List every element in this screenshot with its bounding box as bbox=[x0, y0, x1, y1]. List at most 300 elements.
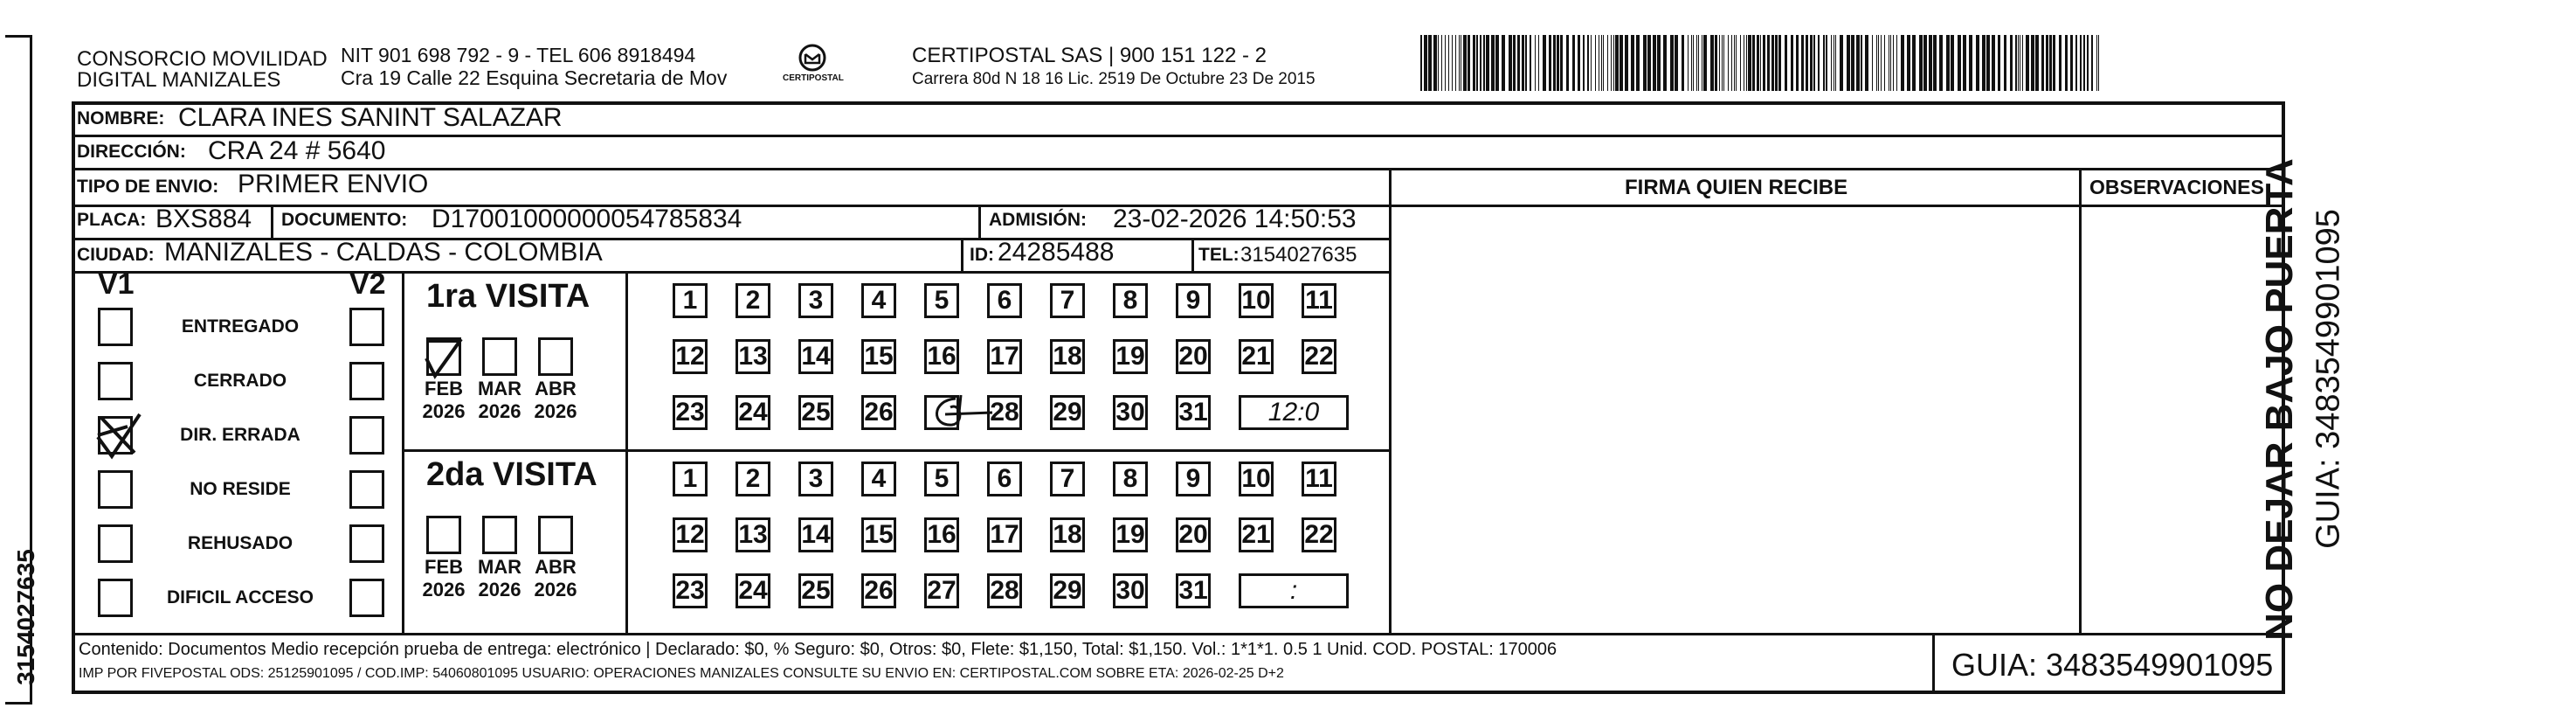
month-label: ABR bbox=[535, 378, 577, 399]
visit1-day-box[interactable]: 19 bbox=[1113, 339, 1148, 374]
visit1-title: 1ra VISITA bbox=[426, 278, 590, 315]
barcode-bar bbox=[1881, 35, 1882, 91]
barcode-bar bbox=[1763, 35, 1765, 91]
visit1-day-box[interactable]: 13 bbox=[736, 339, 770, 374]
barcode-bar bbox=[1710, 35, 1714, 91]
visit1-day-box[interactable]: 8 bbox=[1113, 283, 1148, 318]
barcode-bar bbox=[1976, 35, 1979, 91]
barcode-bar bbox=[1748, 35, 1751, 91]
barcode bbox=[1420, 35, 2110, 91]
barcode-bar bbox=[2035, 35, 2039, 91]
v2-checkbox[interactable] bbox=[349, 308, 384, 346]
row-line bbox=[72, 271, 1391, 274]
barcode-bar bbox=[1682, 35, 1684, 91]
barcode-bar bbox=[1445, 35, 1446, 91]
visit1-day-box[interactable]: 16 bbox=[924, 339, 959, 374]
v2-checkbox[interactable] bbox=[349, 362, 384, 400]
barcode-bar bbox=[2046, 35, 2048, 91]
barcode-bar bbox=[1907, 35, 1910, 91]
visit2-month-checkbox[interactable] bbox=[482, 516, 517, 554]
barcode-bar bbox=[1810, 35, 1813, 91]
barcode-bar bbox=[1775, 35, 1778, 91]
barcode-bar bbox=[1731, 35, 1732, 91]
city-label: CIUDAD: bbox=[77, 245, 155, 265]
barcode-bar bbox=[2070, 35, 2073, 91]
visit1-day-box[interactable]: 14 bbox=[798, 339, 833, 374]
visit2-day-box[interactable]: 3 bbox=[798, 462, 833, 496]
visit1-day-box[interactable]: 20 bbox=[1176, 339, 1211, 374]
footer-content-line: Contenido: Documentos Medio recepción prueba de entrega: electrónico | Declarado: $0, % Seguro: $0, Otros: $0, Flete: $1,150, Total: $1,150. Vol.: 1*1*1. 0.5 1 Unid. COD. POSTAL: 170006 bbox=[79, 640, 1557, 659]
visit2-day-box[interactable]: 14 bbox=[798, 517, 833, 552]
barcode-bar bbox=[1543, 35, 1546, 91]
barcode-bar bbox=[1611, 35, 1612, 91]
visit1-month-checkbox[interactable] bbox=[538, 337, 573, 376]
month-label: ABR bbox=[535, 556, 577, 578]
year-label: 2026 bbox=[422, 400, 466, 422]
send-type-label: TIPO DE ENVIO: bbox=[77, 177, 219, 197]
barcode-bar bbox=[1663, 35, 1667, 91]
observations-column-header: OBSERVACIONES bbox=[2089, 176, 2264, 198]
row-line bbox=[72, 135, 2285, 137]
barcode-bar bbox=[1703, 35, 1707, 91]
status-label: ENTREGADO bbox=[181, 316, 300, 337]
barcode-bar bbox=[1998, 35, 2000, 91]
document-value: D17001000000054785834 bbox=[432, 205, 742, 233]
v2-checkbox[interactable] bbox=[349, 579, 384, 617]
barcode-bar bbox=[1896, 35, 1897, 91]
barcode-bar bbox=[1771, 35, 1774, 91]
barcode-bar bbox=[2022, 35, 2023, 91]
barcode-bar bbox=[1923, 35, 1927, 91]
barcode-bar bbox=[1734, 35, 1735, 91]
barcode-bar bbox=[1831, 35, 1832, 91]
barcode-bar bbox=[1448, 35, 1449, 91]
v2-checkbox[interactable] bbox=[349, 524, 384, 563]
barcode-bar bbox=[1878, 35, 1879, 91]
check-mark-icon bbox=[423, 332, 466, 384]
barcode-bar bbox=[1603, 35, 1604, 91]
visit2-day-box[interactable]: 20 bbox=[1176, 517, 1211, 552]
visit2-day-box[interactable]: 5 bbox=[924, 462, 959, 496]
visit2-day-box[interactable]: 13 bbox=[736, 517, 770, 552]
barcode-bar bbox=[1691, 35, 1692, 91]
barcode-bar bbox=[1553, 35, 1556, 91]
plate-value: BXS884 bbox=[155, 205, 252, 233]
visit1-month-checkbox[interactable] bbox=[482, 337, 517, 376]
barcode-bar bbox=[1572, 35, 1575, 91]
barcode-bar bbox=[1560, 35, 1563, 91]
v1-header: V1 bbox=[98, 267, 135, 301]
visit2-day-box[interactable]: 8 bbox=[1113, 462, 1148, 496]
barcode-bar bbox=[1806, 35, 1808, 91]
visit1-day-box[interactable]: 7 bbox=[1050, 283, 1085, 318]
carrier-line1: CERTIPOSTAL SAS | 900 151 122 - 2 bbox=[912, 44, 1267, 67]
month-caption bbox=[472, 556, 528, 601]
send-type-value: PRIMER ENVIO bbox=[238, 170, 429, 198]
barcode-bar bbox=[1893, 35, 1894, 91]
barcode-bar bbox=[1438, 35, 1439, 91]
visit1-day-box[interactable]: 11 bbox=[1302, 283, 1336, 318]
barcode-bar bbox=[2041, 35, 2044, 91]
v1-checkbox[interactable] bbox=[98, 362, 133, 400]
barcode-bar bbox=[1890, 35, 1891, 91]
barcode-bar bbox=[1992, 35, 1995, 91]
visit-separator bbox=[402, 449, 1389, 452]
barcode-bar bbox=[1813, 35, 1815, 91]
barcode-bar bbox=[1455, 35, 1456, 91]
barcode-bar bbox=[2031, 35, 2034, 91]
nit-line1: NIT 901 698 792 - 9 - TEL 606 8918494 bbox=[341, 44, 696, 66]
id-value: 24285488 bbox=[998, 238, 1115, 267]
visit1-day-box[interactable]: 4 bbox=[861, 283, 896, 318]
tel-label: TEL: bbox=[1198, 245, 1240, 265]
barcode-bar bbox=[1986, 35, 1990, 91]
v1-checkbox[interactable] bbox=[98, 470, 133, 509]
visit2-day-box[interactable]: 24 bbox=[736, 573, 770, 608]
nit-line2: Cra 19 Calle 22 Esquina Secretaria de Mov bbox=[341, 66, 728, 89]
barcode-bar bbox=[1441, 35, 1442, 91]
barcode-bar bbox=[1826, 35, 1827, 91]
visit1-day-box[interactable]: 15 bbox=[861, 339, 896, 374]
barcode-bar bbox=[1591, 35, 1592, 91]
barcode-bar bbox=[1495, 35, 1499, 91]
barcode-bar bbox=[1522, 35, 1524, 91]
barcode-bar bbox=[1791, 35, 1793, 91]
visit2-day-box[interactable]: 10 bbox=[1239, 462, 1274, 496]
month-label: MAR bbox=[477, 556, 522, 578]
footer-imp-line: IMP POR FIVEPOSTAL ODS: 25125901095 / COD.IMP: 54060801095 USUARIO: OPERACIONES MANIZALES CONSULTE SU ENVIO EN: CERTIPOSTAL.COM SOBRE ETA: 2026-02-25 D+2 bbox=[79, 666, 1284, 681]
barcode-bar bbox=[1420, 35, 1422, 91]
visit2-month-checkbox[interactable] bbox=[538, 516, 573, 554]
barcode-bar bbox=[1643, 35, 1647, 91]
check-mark-icon bbox=[93, 411, 145, 464]
visit2-time-box[interactable]: : bbox=[1239, 573, 1349, 608]
barcode-bar bbox=[1929, 35, 1932, 91]
barcode-bar bbox=[1607, 35, 1608, 91]
barcode-bar bbox=[1736, 35, 1737, 91]
no-dejar-bajo-puerta: NO DEJAR BAJO PUERTA bbox=[2258, 158, 2301, 641]
signature-col-line bbox=[1389, 170, 1392, 633]
barcode-bar bbox=[1912, 35, 1916, 91]
barcode-bar bbox=[1525, 35, 1527, 91]
month-label: FEB bbox=[425, 378, 463, 399]
barcode-bar bbox=[2004, 35, 2006, 91]
visit2-day-box[interactable]: 1 bbox=[673, 462, 708, 496]
barcode-bar bbox=[1951, 35, 1954, 91]
visit2-day-box[interactable]: 16 bbox=[924, 517, 959, 552]
visit2-title: 2da VISITA bbox=[426, 456, 597, 493]
barcode-bar bbox=[1483, 35, 1485, 91]
admission-divider bbox=[978, 205, 981, 238]
id-label: ID: bbox=[970, 245, 994, 265]
barcode-bar bbox=[2065, 35, 2068, 91]
visit1-day-box[interactable]: 30 bbox=[1113, 395, 1148, 430]
barcode-bar bbox=[1752, 35, 1755, 91]
carrier-line2: Carrera 80d N 18 16 Lic. 2519 De Octubre 23 De 2015 bbox=[912, 70, 1316, 88]
visit1-day-box[interactable]: 10 bbox=[1239, 283, 1274, 318]
barcode-bar bbox=[2026, 35, 2029, 91]
barcode-bar bbox=[1796, 35, 1799, 91]
barcode-bar bbox=[1549, 35, 1551, 91]
address-value: CRA 24 # 5640 bbox=[208, 136, 386, 165]
visit1-day-box[interactable]: 12 bbox=[673, 339, 708, 374]
certipostal-logo bbox=[783, 42, 844, 86]
barcode-bar bbox=[1583, 35, 1585, 91]
logo-text: CERTIPOSTAL bbox=[783, 73, 844, 83]
barcode-bar bbox=[1946, 35, 1950, 91]
barcode-bar bbox=[1688, 35, 1689, 91]
visit2-day-box[interactable]: 29 bbox=[1050, 573, 1085, 608]
plate-label: PLACA: bbox=[77, 210, 147, 230]
visit2-day-box[interactable]: 4 bbox=[861, 462, 896, 496]
visit1-day-box[interactable]: 3 bbox=[798, 283, 833, 318]
barcode-bar bbox=[1557, 35, 1559, 91]
visit2-day-box[interactable]: 6 bbox=[987, 462, 1022, 496]
visit1-day-box[interactable]: 6 bbox=[987, 283, 1022, 318]
visit1-day-box[interactable]: 1 bbox=[673, 283, 708, 318]
visit2-day-box[interactable]: 11 bbox=[1302, 462, 1336, 496]
barcode-bar bbox=[1746, 35, 1747, 91]
tel-value: 3154027635 bbox=[1240, 243, 1357, 267]
barcode-bar bbox=[2015, 35, 2017, 91]
barcode-bar bbox=[1452, 35, 1453, 91]
barcode-bar bbox=[1876, 35, 1877, 91]
barcode-bar bbox=[1696, 35, 1697, 91]
barcode-bar bbox=[2096, 35, 2097, 91]
barcode-bar bbox=[1722, 35, 1723, 91]
barcode-bar bbox=[1535, 35, 1536, 91]
barcode-bar bbox=[2059, 35, 2061, 91]
barcode-bar bbox=[2080, 35, 2082, 91]
v1-checkbox[interactable] bbox=[98, 308, 133, 346]
barcode-bar bbox=[1757, 35, 1759, 91]
month-caption bbox=[528, 556, 584, 601]
barcode-bar bbox=[1513, 35, 1516, 91]
visit2-day-box[interactable]: 25 bbox=[798, 573, 833, 608]
barcode-bar bbox=[1517, 35, 1520, 91]
barcode-bar bbox=[1785, 35, 1787, 91]
month-caption bbox=[472, 378, 528, 423]
barcode-bar bbox=[1715, 35, 1717, 91]
barcode-bar bbox=[1901, 35, 1904, 91]
barcode-bar bbox=[1851, 35, 1854, 91]
visit1-day-box[interactable]: 22 bbox=[1302, 339, 1336, 374]
visit1-day-box[interactable]: 9 bbox=[1176, 283, 1211, 318]
barcode-bar bbox=[1719, 35, 1720, 91]
barcode-bar bbox=[1939, 35, 1943, 91]
barcode-bar bbox=[1587, 35, 1589, 91]
guia-box: GUIA: 3483549901095 bbox=[1951, 647, 2274, 683]
barcode-bar bbox=[1670, 35, 1674, 91]
barcode-bar bbox=[1468, 35, 1470, 91]
year-label: 2026 bbox=[478, 579, 521, 600]
barcode-bar bbox=[1740, 35, 1741, 91]
barcode-bar bbox=[2049, 35, 2052, 91]
visit2-day-box[interactable]: 22 bbox=[1302, 517, 1336, 552]
visit1-day-box[interactable]: 17 bbox=[987, 339, 1022, 374]
barcode-bar bbox=[1636, 35, 1640, 91]
barcode-bar bbox=[1657, 35, 1661, 91]
barcode-bar bbox=[2098, 35, 2099, 91]
document-label: DOCUMENTO: bbox=[281, 210, 408, 230]
visit1-day-box[interactable]: 24 bbox=[736, 395, 770, 430]
barcode-bar bbox=[1459, 35, 1460, 91]
barcode-bar bbox=[1933, 35, 1937, 91]
barcode-bar bbox=[1778, 35, 1781, 91]
barcode-bar bbox=[2053, 35, 2055, 91]
visit1-day-box[interactable]: 26 bbox=[861, 395, 896, 430]
barcode-bar bbox=[2083, 35, 2085, 91]
barcode-bar bbox=[1578, 35, 1580, 91]
month-label: MAR bbox=[477, 378, 522, 399]
month-label: FEB bbox=[425, 556, 463, 578]
visit2-day-box[interactable]: 31 bbox=[1176, 573, 1211, 608]
barcode-bar bbox=[1619, 35, 1623, 91]
city-value: MANIZALES - CALDAS - COLOMBIA bbox=[164, 238, 603, 267]
visit1-day-box[interactable]: 5 bbox=[924, 283, 959, 318]
visit2-day-box[interactable]: 23 bbox=[673, 573, 708, 608]
barcode-bar bbox=[1613, 35, 1614, 91]
status-label: REHUSADO bbox=[187, 533, 294, 553]
admission-value: 23-02-2026 14:50:53 bbox=[1113, 205, 1357, 233]
barcode-bar bbox=[1840, 35, 1843, 91]
visit2-day-box[interactable]: 21 bbox=[1239, 517, 1274, 552]
barcode-bar bbox=[1818, 35, 1820, 91]
barcode-bar bbox=[1647, 35, 1651, 91]
status-label: NO RESIDE bbox=[190, 479, 291, 499]
barcode-bar bbox=[1823, 35, 1825, 91]
barcode-bar bbox=[1480, 35, 1481, 91]
visit1-day-box[interactable]: 25 bbox=[798, 395, 833, 430]
year-label: 2026 bbox=[534, 579, 577, 600]
col-head-line bbox=[1389, 205, 2285, 207]
visit2-day-box[interactable]: 17 bbox=[987, 517, 1022, 552]
barcode-bar bbox=[2010, 35, 2013, 91]
visit1-day-box[interactable]: 31 bbox=[1176, 395, 1211, 430]
barcode-bar bbox=[1847, 35, 1850, 91]
visit2-day-box[interactable]: 27 bbox=[924, 573, 959, 608]
barcode-bar bbox=[1538, 35, 1539, 91]
barcode-bar bbox=[1958, 35, 1961, 91]
visit2-day-box[interactable]: 18 bbox=[1050, 517, 1085, 552]
barcode-bar bbox=[1728, 35, 1729, 91]
barcode-bar bbox=[1919, 35, 1923, 91]
barcode-bar bbox=[1631, 35, 1634, 91]
visit2-day-box[interactable]: 26 bbox=[861, 573, 896, 608]
visit1-day-box[interactable]: 21 bbox=[1239, 339, 1274, 374]
status-label: CERRADO bbox=[193, 371, 287, 391]
company-name-line2: DIGITAL MANIZALES bbox=[77, 68, 281, 92]
barcode-bar bbox=[1723, 35, 1724, 91]
side-guia: GUIA: 3483549901095 bbox=[2310, 209, 2347, 549]
barcode-bar bbox=[1625, 35, 1628, 91]
address-label: DIRECCIÓN: bbox=[77, 142, 186, 162]
barcode-bar bbox=[2087, 35, 2089, 91]
barcode-bar bbox=[1476, 35, 1478, 91]
barcode-bar bbox=[1835, 35, 1836, 91]
visit2-day-box[interactable]: 12 bbox=[673, 517, 708, 552]
company-name-line1: CONSORCIO MOVILIDAD bbox=[77, 47, 328, 71]
visit2-day-box[interactable]: 19 bbox=[1113, 517, 1148, 552]
visit1-day-box[interactable]: 23 bbox=[673, 395, 708, 430]
id-divider bbox=[961, 238, 963, 271]
year-label: 2026 bbox=[422, 579, 466, 600]
barcode-bar bbox=[1767, 35, 1770, 91]
visit1-day-box[interactable]: 28 bbox=[987, 395, 1022, 430]
visit1-day-box[interactable]: 2 bbox=[736, 283, 770, 318]
visit2-month-checkbox[interactable] bbox=[426, 516, 461, 554]
barcode-bar bbox=[1530, 35, 1531, 91]
visit1-time-box[interactable]: 12:0 bbox=[1239, 395, 1349, 430]
barcode-bar bbox=[1601, 35, 1602, 91]
month-caption bbox=[528, 378, 584, 423]
month-caption bbox=[416, 556, 472, 601]
barcode-bar bbox=[1969, 35, 1972, 91]
barcode-bar bbox=[1509, 35, 1512, 91]
barcode-bar bbox=[1856, 35, 1860, 91]
visit2-day-box[interactable]: 30 bbox=[1113, 573, 1148, 608]
barcode-bar bbox=[1693, 35, 1694, 91]
barcode-bar bbox=[1872, 35, 1873, 91]
visit-left-line bbox=[402, 271, 404, 633]
v1-checkbox[interactable] bbox=[98, 579, 133, 617]
barcode-bar bbox=[1566, 35, 1569, 91]
name-label: NOMBRE: bbox=[77, 108, 165, 128]
year-label: 2026 bbox=[478, 400, 521, 422]
barcode-bar bbox=[1424, 35, 1427, 91]
barcode-bar bbox=[1801, 35, 1804, 91]
visit2-day-box[interactable]: 15 bbox=[861, 517, 896, 552]
barcode-bar bbox=[1760, 35, 1761, 91]
barcode-bar bbox=[1428, 35, 1432, 91]
plate-divider bbox=[271, 205, 273, 238]
signature-column-header: FIRMA QUIEN RECIBE bbox=[1625, 176, 1848, 199]
visit2-day-box[interactable]: 9 bbox=[1176, 462, 1211, 496]
visit2-day-box[interactable]: 7 bbox=[1050, 462, 1085, 496]
barcode-bar bbox=[1884, 35, 1885, 91]
status-label: DIR. ERRADA bbox=[180, 425, 300, 445]
day-mark-icon bbox=[926, 392, 996, 438]
row-line bbox=[72, 633, 2285, 635]
barcode-bar bbox=[2091, 35, 2093, 91]
barcode-bar bbox=[1502, 35, 1505, 91]
barcode-bar bbox=[1491, 35, 1495, 91]
tel-divider bbox=[1191, 238, 1194, 271]
barcode-bar bbox=[1486, 35, 1489, 91]
barcode-bar bbox=[1861, 35, 1862, 91]
visit1-day-box[interactable]: 29 bbox=[1050, 395, 1085, 430]
barcode-bar bbox=[1473, 35, 1475, 91]
barcode-bar bbox=[1615, 35, 1619, 91]
v2-checkbox[interactable] bbox=[349, 470, 384, 509]
barcode-bar bbox=[2018, 35, 2019, 91]
name-value: CLARA INES SANINT SALAZAR bbox=[178, 103, 563, 132]
visit1-day-box[interactable]: 18 bbox=[1050, 339, 1085, 374]
barcode-bar bbox=[2075, 35, 2077, 91]
admission-label: ADMISIÓN: bbox=[989, 210, 1087, 230]
barcode-bar bbox=[1433, 35, 1437, 91]
visit2-day-box[interactable]: 2 bbox=[736, 462, 770, 496]
v1-checkbox[interactable] bbox=[98, 524, 133, 563]
barcode-bar bbox=[1698, 35, 1699, 91]
v2-checkbox[interactable] bbox=[349, 416, 384, 455]
year-label: 2026 bbox=[534, 400, 577, 422]
observ-col-line bbox=[2079, 170, 2082, 633]
barcode-bar bbox=[1463, 35, 1467, 91]
visit2-day-box[interactable]: 28 bbox=[987, 573, 1022, 608]
barcode-bar bbox=[1675, 35, 1678, 91]
footer-divider bbox=[1932, 635, 1935, 694]
